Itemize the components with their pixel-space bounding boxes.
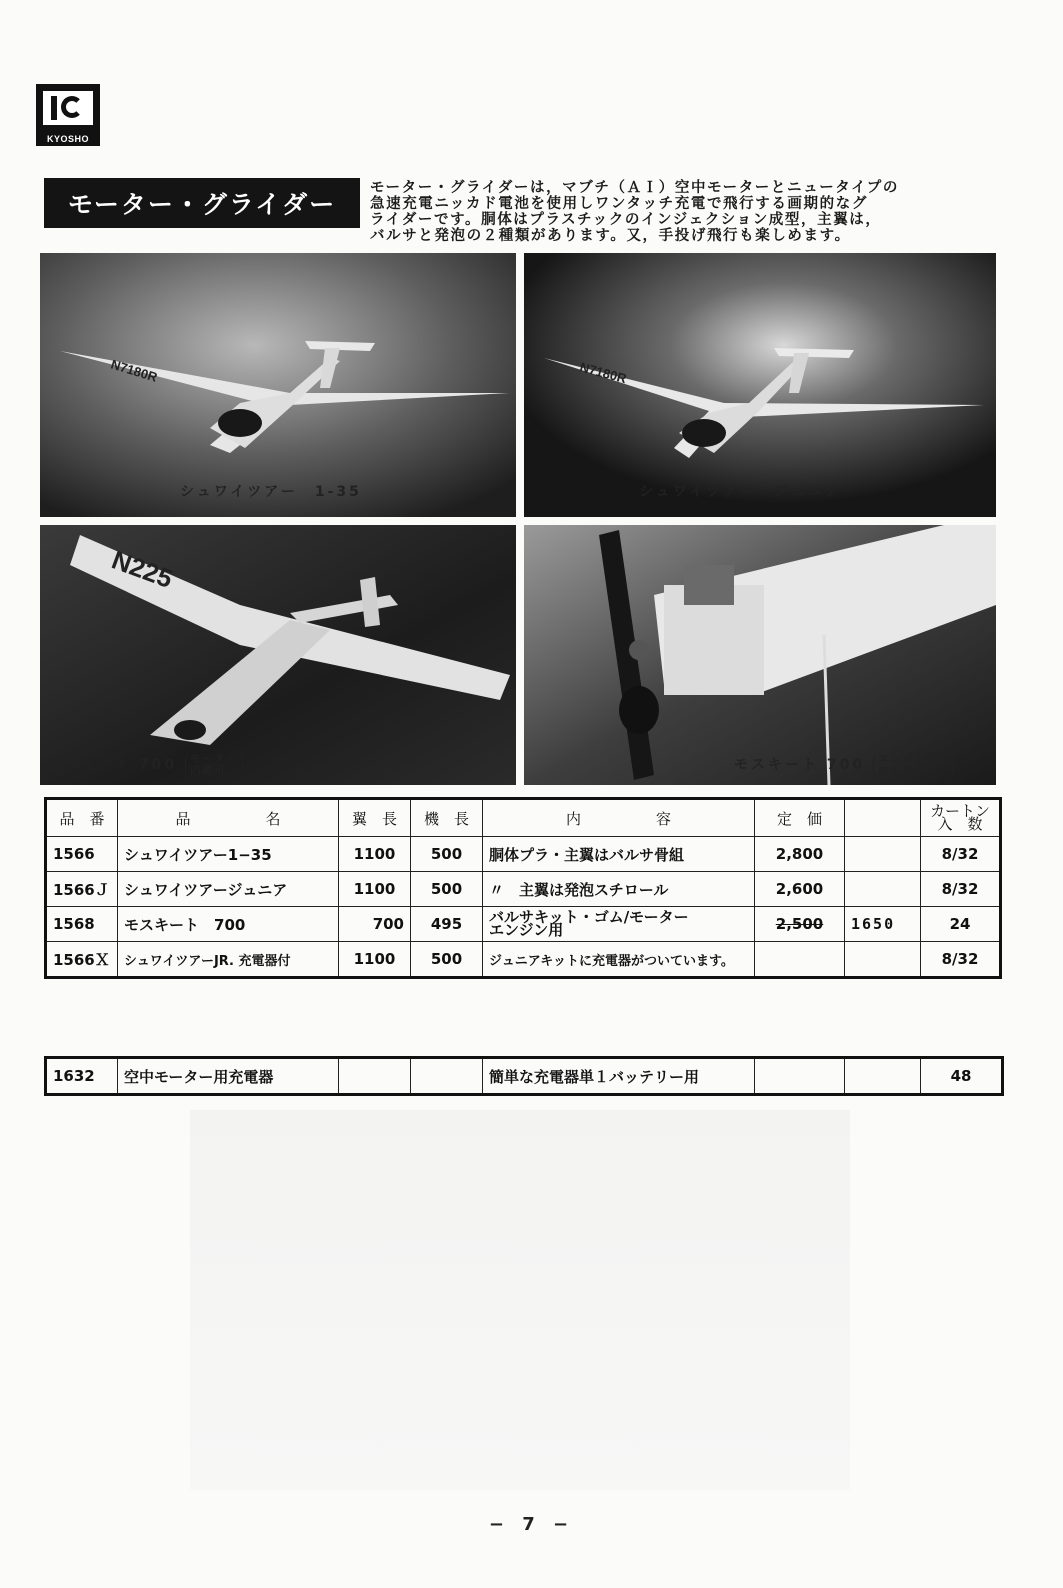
cell-price-note (845, 872, 921, 907)
cell-span: 1100 (339, 837, 411, 872)
intro-line: モーター・グライダーは，マブチ（ＡＩ）空中モーターとニュータイプの (370, 180, 899, 196)
intro-line: ライダーです。胴体はプラスチックのインジェクション成型，主翼は， (370, 212, 882, 228)
cell-desc (483, 907, 755, 942)
cell-desc: 〃 主翼は発泡スチロール (483, 872, 755, 907)
section-title: モーター・グライダー (44, 178, 360, 228)
photo-caption-note (873, 753, 954, 777)
cell-price (755, 942, 845, 978)
photo-caption-note (185, 753, 243, 777)
header-carton-bottom: 入 数 (937, 815, 983, 833)
cell-price: 2,600 (755, 872, 845, 907)
photo-mosquito-700-engine (524, 525, 996, 785)
kyosho-logo (36, 84, 100, 146)
cell-code: 1568 (46, 907, 118, 942)
photo-schweizer-1-35 (40, 253, 516, 517)
accessory-table (44, 1056, 1004, 1096)
bleed-through-area (190, 1110, 850, 1490)
cell-price-note (845, 1058, 921, 1095)
engine-photo-graphic (524, 525, 996, 785)
cell-price: 2,500 (755, 907, 845, 942)
cell-price (755, 1058, 845, 1095)
cell-desc: ジュニアキットに充電器がついています。 (483, 942, 755, 978)
cell-length: 500 (411, 942, 483, 978)
cell-price-note (845, 942, 921, 978)
intro-line: バルサと発泡の２種類があります。又，手投げ飛行も楽しめます。 (370, 228, 851, 244)
table-row (46, 942, 1001, 978)
cell-code: 1566Ｘ (46, 942, 118, 978)
cell-price-note (845, 837, 921, 872)
photo-caption: シュワイツアー 1-35 (180, 484, 362, 500)
reg-mark-text: N7180R (109, 356, 160, 385)
header-carton-top: カートン (929, 802, 990, 820)
page-number: − 7 − (488, 1514, 575, 1535)
header-blank (845, 799, 921, 837)
header-price: 定 価 (755, 799, 845, 837)
note-bottom: のとき (877, 764, 914, 777)
header-span: 翼 長 (339, 799, 411, 837)
note-bottom: 内蔵可 (189, 764, 226, 777)
cell-carton: 8/32 (921, 837, 1001, 872)
cell-span (339, 1058, 411, 1095)
cell-span: 700 (339, 907, 411, 942)
header-length: 機 長 (411, 799, 483, 837)
cell-price: 2,800 (755, 837, 845, 872)
cell-name: 空中モーター用充電器 (118, 1058, 339, 1095)
table-row (46, 1058, 1003, 1095)
cell-code: 1632 (46, 1058, 118, 1095)
product-table (44, 797, 1002, 979)
table-row (46, 907, 1001, 942)
kyosho-brand-text: KYOSHO (46, 134, 89, 144)
photo-caption-main: モスキート 700 (734, 757, 866, 773)
cell-code: 1566Ｊ (46, 872, 118, 907)
cell-price-note: 1650 (845, 907, 921, 942)
cell-carton: 8/32 (921, 942, 1001, 978)
cell-name: シュワイツアー1−35 (118, 837, 339, 872)
kyosho-logo-mark (41, 89, 95, 127)
photo-caption (46, 753, 243, 777)
cell-code: 1566 (46, 837, 118, 872)
note-top: エンジン搭載 (877, 752, 950, 765)
table-header-row (46, 799, 1001, 837)
cell-span: 1100 (339, 942, 411, 978)
cell-length (411, 1058, 483, 1095)
glider-photo-graphic (524, 253, 996, 517)
header-carton (921, 799, 1001, 837)
photo-schweizer-junior (524, 253, 996, 517)
cell-span: 1100 (339, 872, 411, 907)
header-name: 品 名 (118, 799, 339, 837)
photo-caption-main: モスキート 700 (46, 757, 178, 773)
photo-caption (734, 753, 954, 777)
cell-name: シュワイツアージュニア (118, 872, 339, 907)
cell-name: シュワイツアーJR. 充電器付 (118, 942, 339, 978)
cell-length: 495 (411, 907, 483, 942)
photo-mosquito-700-motor (40, 525, 516, 785)
cell-length: 500 (411, 872, 483, 907)
cell-desc-line: バルサキット・ゴム/モーター (489, 908, 689, 926)
airplane-photo-graphic (40, 525, 516, 785)
cell-length: 500 (411, 837, 483, 872)
table-row (46, 872, 1001, 907)
cell-carton: 24 (921, 907, 1001, 942)
header-desc: 内 容 (483, 799, 755, 837)
reg-mark-text: N225 (107, 544, 177, 594)
photo-caption: シュワイツアー ジュニア (639, 484, 842, 500)
cell-carton: 8/32 (921, 872, 1001, 907)
intro-line: 急速充電ニッカド電池を使用しワンタッチ充電で飛行する画期的なグ (370, 196, 868, 212)
cell-carton: 48 (921, 1058, 1003, 1095)
cell-name: モスキート 700 (118, 907, 339, 942)
glider-photo-graphic (40, 253, 516, 517)
intro-text (370, 180, 994, 244)
note-top: モーター (189, 752, 238, 765)
header-code: 品 番 (46, 799, 118, 837)
reg-mark-text: N7180R (578, 359, 629, 387)
cell-desc-line: エンジン用 (489, 921, 564, 939)
cell-desc: 簡単な充電器単１バッテリー用 (483, 1058, 755, 1095)
table-row (46, 837, 1001, 872)
cell-desc: 胴体プラ・主翼はバルサ骨組 (483, 837, 755, 872)
